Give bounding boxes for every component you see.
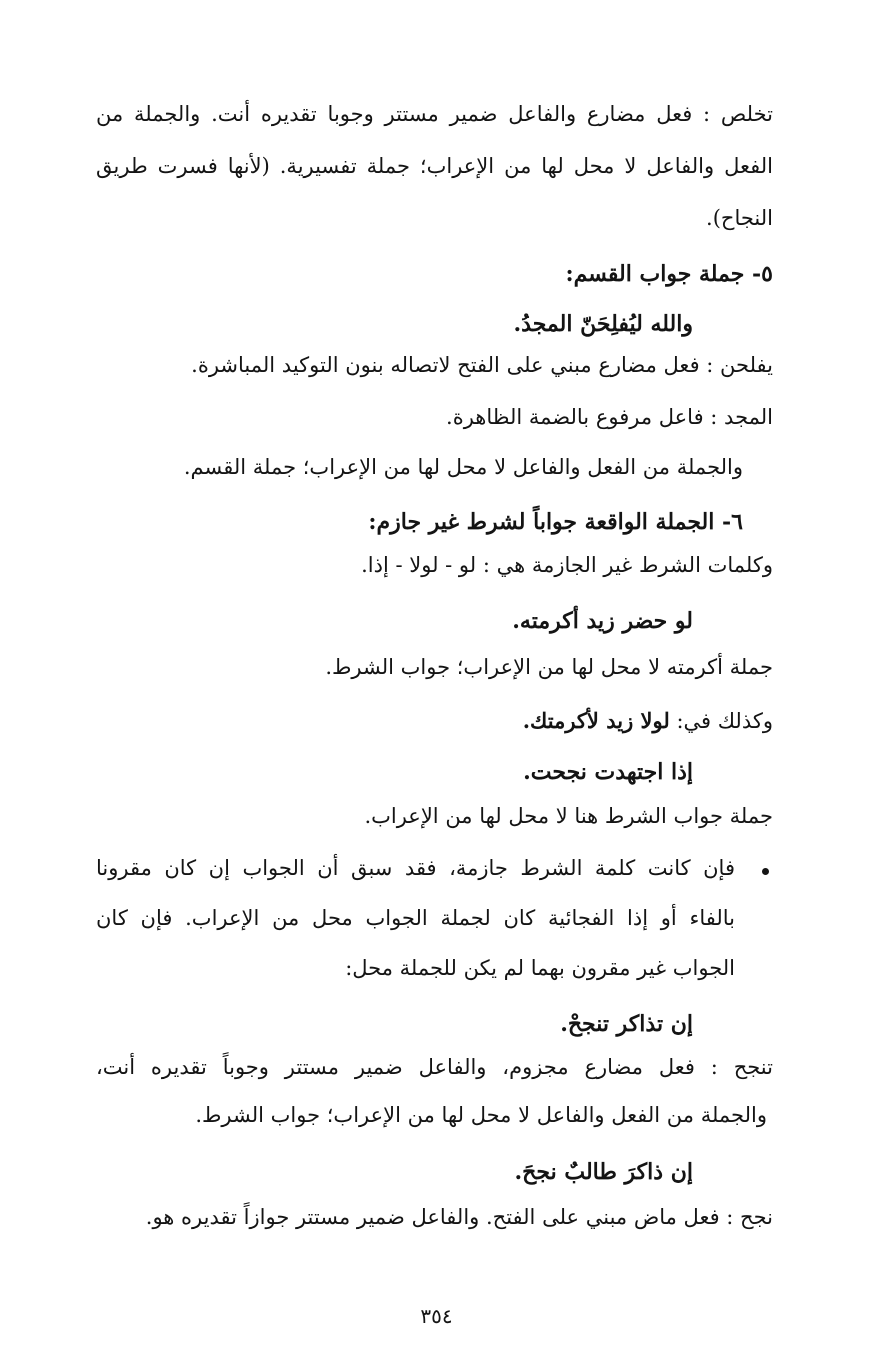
- text-line: الفعل والفاعل لا محل لها من الإعراب؛ جملة تفسيرية. (لأنها فسرت طريق: [96, 154, 773, 178]
- section-heading: ٥- جملة جواب القسم:: [565, 261, 773, 287]
- page-number: ٣٥٤: [420, 1304, 453, 1328]
- text-line: بالفاء أو إذا الفجائية كان لجملة الجواب محل من الإعراب. فإن كان: [96, 906, 735, 930]
- example-sentence: إن تذاكر تنجحْ.: [560, 1011, 693, 1037]
- example-sentence: والله ليُفلِحَنّ المجدُ.: [513, 311, 693, 337]
- bullet-icon: [762, 868, 769, 875]
- text-line: تخلص : فعل مضارع والفاعل ضمير مستتر وجوبا تقديره أنت. والجملة من: [96, 102, 773, 126]
- text-line: [523, 706, 773, 736]
- text-line: النجاح).: [706, 206, 773, 230]
- text-line: يفلحن : فعل مضارع مبني على الفتح لاتصاله بنون التوكيد المباشرة.: [191, 353, 773, 377]
- text-line: فإن كانت كلمة الشرط جازمة، فقد سبق أن الجواب إن كان مقرونا: [96, 856, 735, 880]
- text-line: جملة جواب الشرط هنا لا محل لها من الإعراب.: [364, 804, 773, 828]
- text-line: والجملة من الفعل والفاعل لا محل لها من الإعراب؛ جملة القسم.: [183, 455, 743, 479]
- text-prefix: وكذلك في:: [676, 709, 773, 733]
- text-line: جملة أكرمته لا محل لها من الإعراب؛ جواب الشرط.: [325, 655, 773, 679]
- text-line: الجواب غير مقرون بهما لم يكن للجملة محل:: [345, 956, 735, 980]
- text-line: تنجح : فعل مضارع مجزوم، والفاعل ضمير مستتر وجوباً تقديره أنت،: [96, 1055, 773, 1079]
- text-line: وكلمات الشرط غير الجازمة هي : لو - لولا - إذا.: [361, 553, 773, 577]
- example-sentence: إذا اجتهدت نجحت.: [523, 759, 693, 785]
- example-sentence: لو حضر زيد أكرمته.: [512, 608, 693, 634]
- example-sentence: لولا زيد لأكرمتك.: [522, 708, 670, 733]
- text-line: المجد : فاعل مرفوع بالضمة الظاهرة.: [446, 405, 773, 429]
- section-heading: ٦- الجملة الواقعة جواباً لشرط غير جازم:: [368, 509, 743, 535]
- text-line: والجملة من الفعل والفاعل لا محل لها من الإعراب؛ جواب الشرط.: [195, 1103, 767, 1127]
- example-sentence: إن ذاكرَ طالبٌ نجحَ.: [514, 1159, 693, 1185]
- text-line: نجح : فعل ماض مبني على الفتح. والفاعل ضمير مستتر جوازاً تقديره هو.: [145, 1205, 773, 1229]
